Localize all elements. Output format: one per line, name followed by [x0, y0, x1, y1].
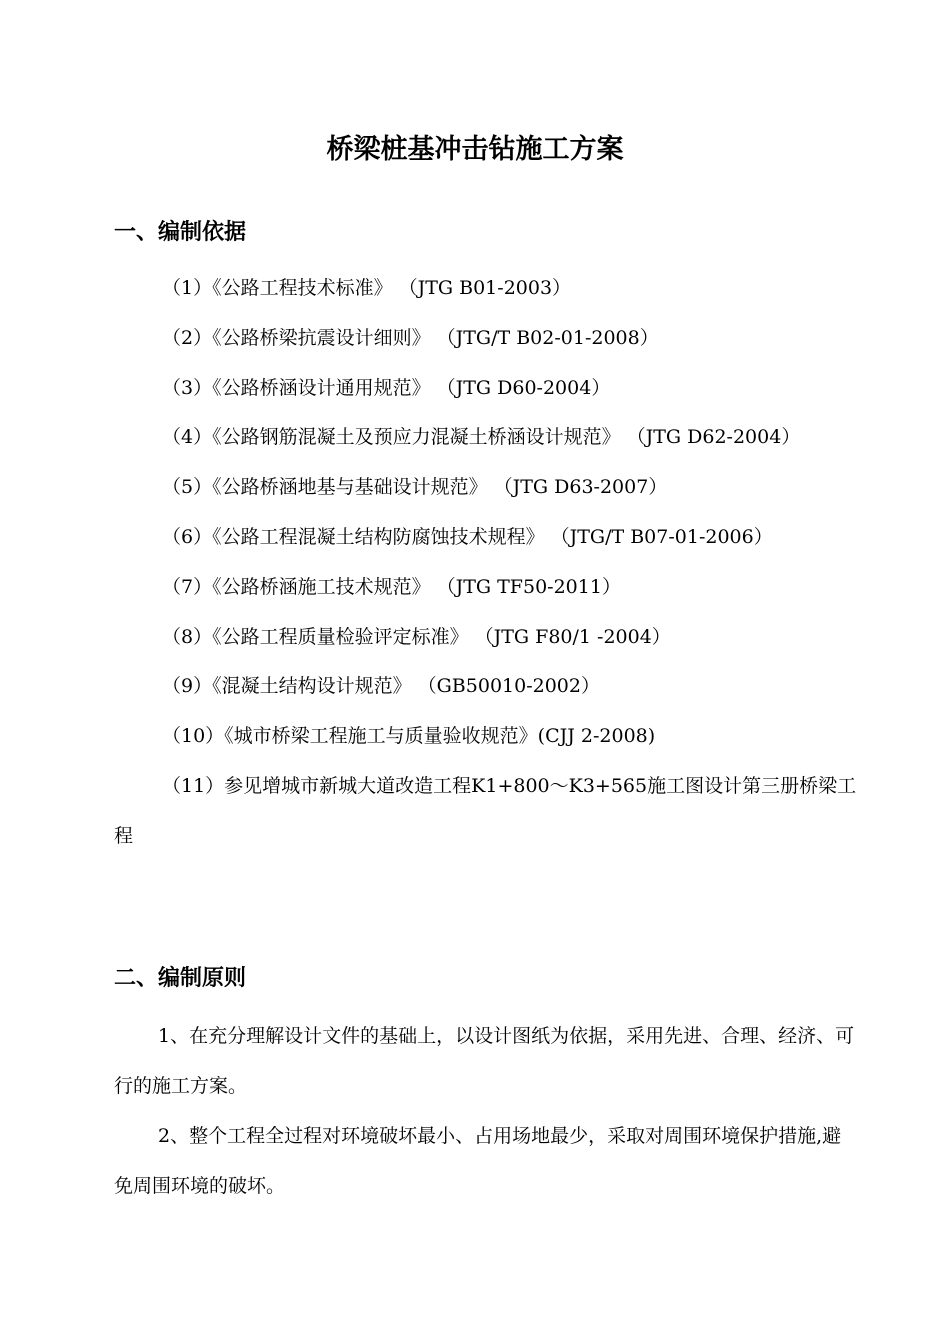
document-title: 桥梁桩基冲击钻施工方案 — [326, 134, 624, 165]
section-heading-basis: 一、编制依据 — [114, 220, 247, 245]
principles-list — [114, 1011, 859, 1211]
section-heading-principles: 二、编制原则 — [114, 966, 247, 991]
reference-item: （11）参见增城市新城大道改造工程K1+800～K3+565施工图设计第三册桥梁工程 — [114, 774, 857, 847]
reference-item: （5）《公路桥涵地基与基础设计规范》 （JTG D63-2007） — [162, 476, 668, 499]
reference-item: （4）《公路钢筋混凝土及预应力混凝土桥涵设计规范》 （JTG D62-2004） — [162, 426, 801, 449]
reference-item: （2）《公路桥梁抗震设计细则》 （JTG/T B02-01-2008） — [162, 326, 659, 349]
principle-item: 1、在充分理解设计文件的基础上，以设计图纸为依据，采用先进、合理、经济、可行的施工方案。 — [114, 1025, 855, 1097]
reference-list — [114, 264, 859, 862]
reference-item: （1）《公路工程技术标准》 （JTG B01-2003） — [162, 277, 572, 299]
principle-item: 2、整个工程全过程对环境破坏最小、占用场地最少，采取对周围环境保护措施,避免周围环境的破坏。 — [114, 1125, 842, 1197]
reference-item: （6）《公路工程混凝土结构防腐蚀技术规程》 （JTG/T B07-01-2006） — [162, 525, 773, 548]
reference-item: （3）《公路桥涵设计通用规范》 （JTG D60-2004） — [162, 376, 611, 399]
reference-item: （10）《城市桥梁工程施工与质量验收规范》(CJJ 2-2008) — [162, 725, 656, 748]
reference-item: （8）《公路工程质量检验评定标准》 （JTG F80/1 -2004） — [162, 625, 671, 648]
reference-item: （7）《公路桥涵施工技术规范》 （JTG TF50-2011） — [162, 575, 621, 598]
reference-item: （9）《混凝土结构设计规范》 （GB50010-2002） — [162, 675, 600, 698]
